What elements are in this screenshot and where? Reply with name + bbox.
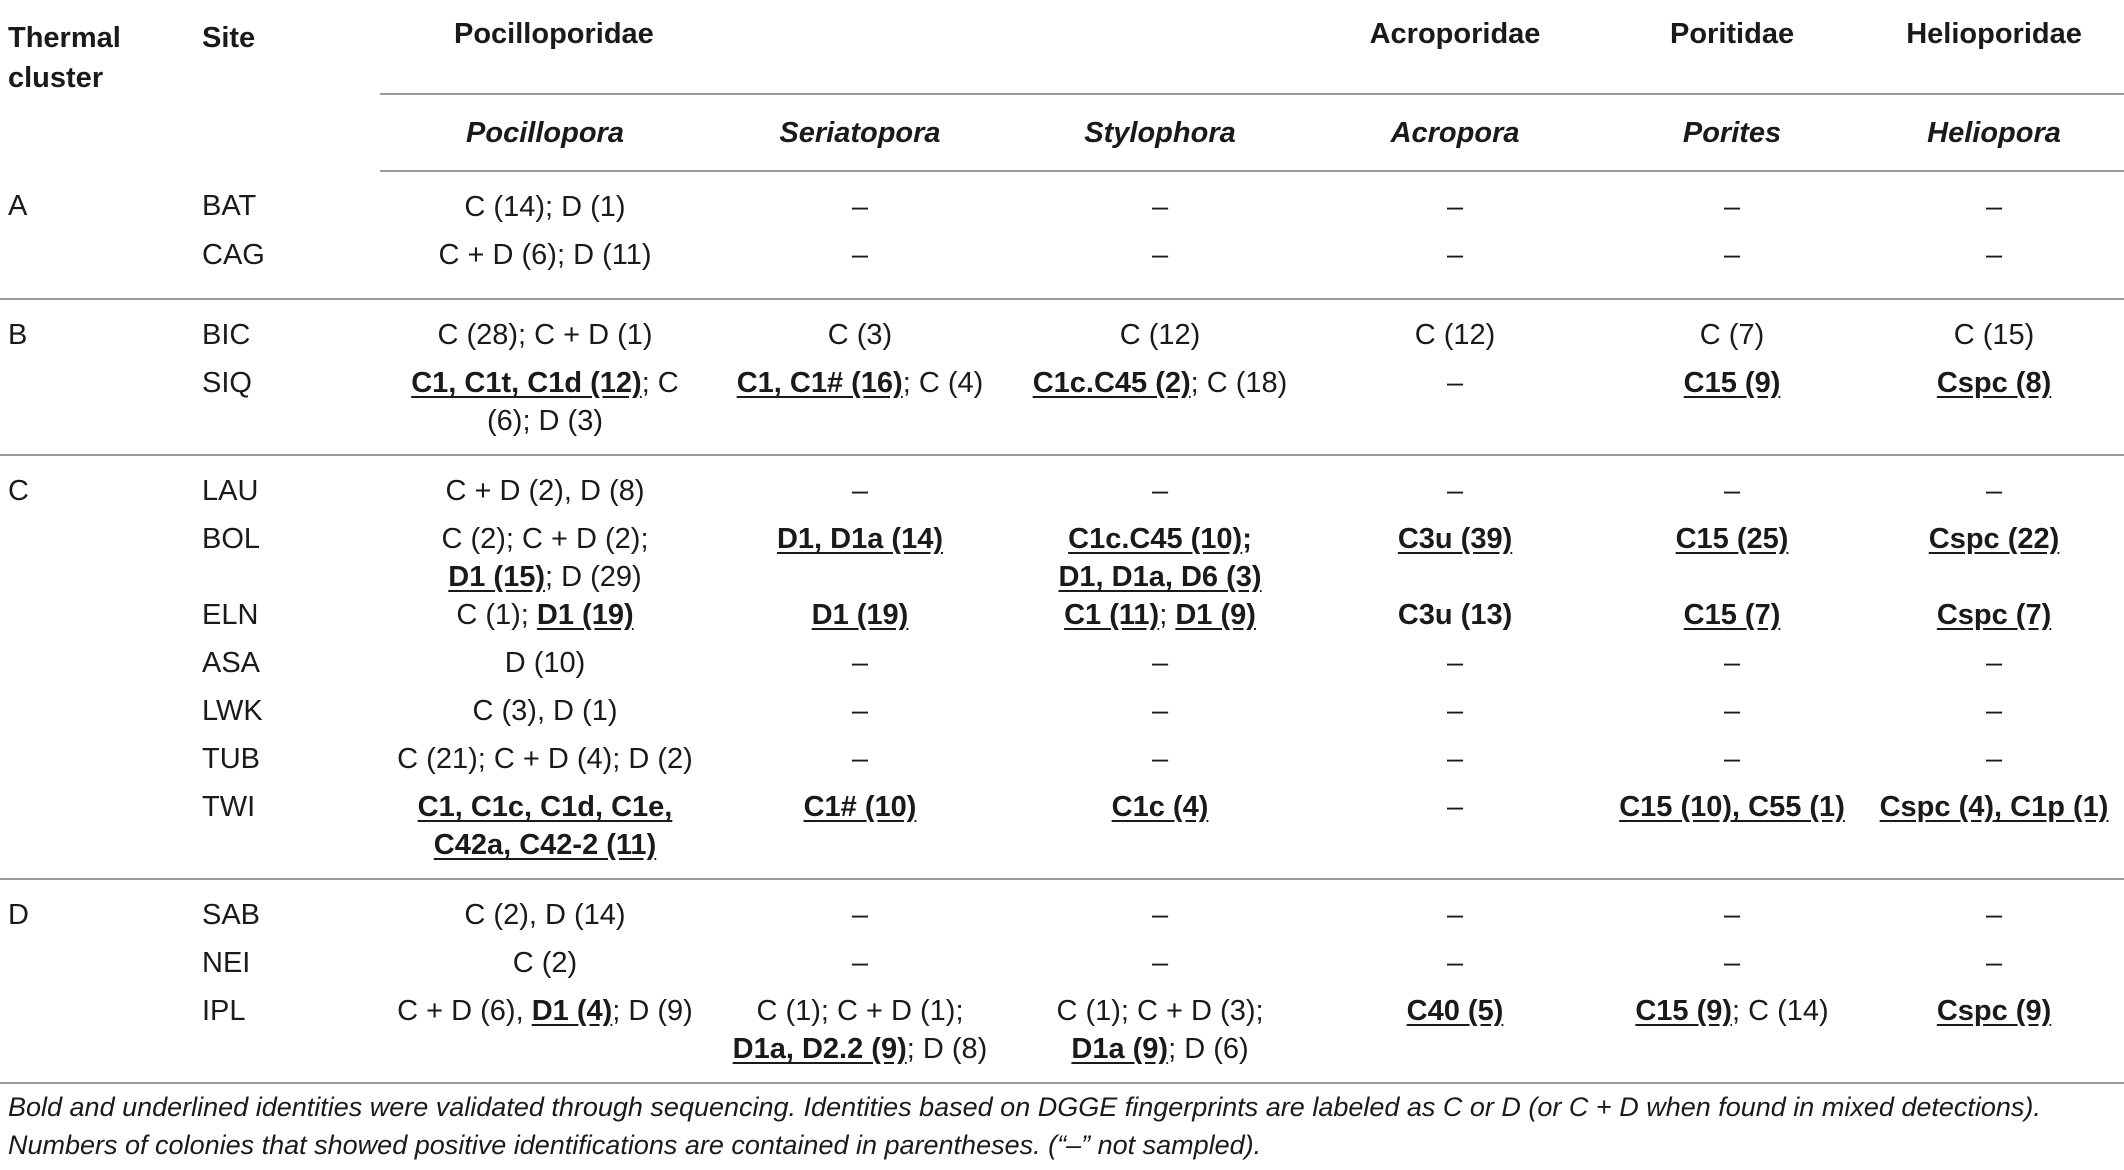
sequenced-identity: Cspc (4), C1p (1): [1879, 791, 2109, 823]
identity-cell: [710, 171, 1010, 236]
sequenced-identity: Cspc (9): [1936, 995, 2052, 1027]
identity-text: C (28); C + D (1): [437, 319, 653, 351]
identity-text: –: [1985, 647, 2003, 679]
site-cell: LAU: [190, 455, 380, 520]
identity-text: ;: [1242, 523, 1252, 555]
cluster-group: [0, 299, 2124, 455]
table-row: [0, 788, 2124, 879]
identity-cell: [380, 740, 710, 788]
cluster-cell: [0, 992, 190, 1083]
identity-text: –: [1151, 947, 1169, 979]
identity-cell: [1310, 171, 1600, 236]
identity-cell: [1600, 171, 1864, 236]
sequenced-identity: D1 (9): [1175, 599, 1256, 631]
identity-cell: [1010, 992, 1310, 1083]
identity-cell: [1010, 644, 1310, 692]
identity-cell: [380, 455, 710, 520]
identity-text: C (3): [827, 319, 893, 351]
identity-cell: [1600, 992, 1864, 1083]
identity-text: C (1); C + D (1);: [756, 995, 964, 1027]
identity-cell: [1310, 236, 1600, 299]
identity-cell: [1600, 644, 1864, 692]
identity-text: –: [1446, 647, 1464, 679]
identity-text: –: [1446, 899, 1464, 931]
header-genus-porites: Porites: [1600, 96, 1864, 171]
identity-text: C (14); D (1): [464, 191, 626, 223]
identity-cell: [380, 520, 710, 596]
sequenced-identity: D1 (19): [536, 599, 634, 631]
identity-cell: [710, 596, 1010, 644]
cluster-cell: [0, 644, 190, 692]
identity-text: –: [1723, 947, 1741, 979]
identity-cell: [1310, 944, 1600, 992]
cluster-cell: [0, 364, 190, 455]
sequenced-identity: C15 (9): [1683, 367, 1781, 399]
sequenced-identity: Cspc (7): [1936, 599, 2052, 631]
identity-text: (6); D (3): [487, 405, 603, 437]
table-row: [0, 596, 2124, 644]
identity-text: –: [1446, 475, 1464, 507]
table-row: [0, 992, 2124, 1083]
table-row: [0, 171, 2124, 236]
identity-text: –: [1985, 947, 2003, 979]
cluster-group: [0, 171, 2124, 299]
identity-text: –: [1723, 647, 1741, 679]
sequenced-identity: C1c.C45 (10): [1068, 523, 1243, 555]
identity-text: ; D (8): [906, 1033, 988, 1065]
identity-cell: [1010, 520, 1310, 596]
identity-cell: [380, 944, 710, 992]
identity-cell: [1864, 879, 2124, 944]
site-cell: ASA: [202, 647, 261, 679]
table-row: [0, 236, 2124, 299]
header-genus-seriatopora: Seriatopora: [710, 96, 1010, 171]
identity-text: –: [1446, 367, 1464, 399]
table-row: [0, 944, 2124, 992]
identity-text: C (3), D (1): [472, 695, 618, 727]
identity-text: ; D (9): [612, 995, 693, 1027]
sequenced-identity: D1 (15): [448, 561, 545, 593]
header-genus-heliopora: Heliopora: [1864, 96, 2124, 171]
identity-text: C + D (6); D (11): [438, 239, 652, 271]
identity-cell: [710, 364, 1010, 455]
table-row: [0, 364, 2124, 455]
table-row: [0, 455, 2124, 520]
identity-text: –: [1151, 647, 1169, 679]
table-row: [0, 520, 2124, 596]
identity-cell: [1600, 596, 1864, 644]
identity-text: –: [851, 647, 869, 679]
identity-cell: [1010, 596, 1310, 644]
sequenced-identity: C1, C1c, C1d, C1e,: [417, 791, 673, 823]
sequenced-identity: C3u (39): [1397, 523, 1513, 555]
sequenced-identity: C15 (9): [1635, 995, 1733, 1027]
identity-cell: [710, 644, 1010, 692]
identity-cell: [1010, 879, 1310, 944]
identity-cell: [1600, 692, 1864, 740]
identity-cell: [1600, 455, 1864, 520]
footnote-line-1: Bold and underlined identities were validated through sequencing. Identities based on DGGE fingerprints are labeled as C or D (or C + D when found in mixed detections).: [8, 1092, 2041, 1122]
identity-cell: [1864, 992, 2124, 1083]
identity-text: ; C: [641, 367, 679, 399]
header-thermal-cluster: Thermal cluster: [8, 22, 121, 94]
sequenced-identity: D1, D1a, D6 (3): [1058, 561, 1262, 593]
sequenced-identity: C15 (25): [1675, 523, 1789, 555]
table-footnote: [8, 1088, 2118, 1164]
identity-text: –: [1985, 191, 2003, 223]
identity-cell: [1310, 299, 1600, 364]
identity-cell: [1010, 364, 1310, 455]
identity-text: –: [851, 191, 869, 223]
identity-cell: [1600, 364, 1864, 455]
identity-text: ; C (18): [1190, 367, 1288, 399]
cluster-cell: [0, 520, 190, 596]
sequenced-identity: Cspc (8): [1936, 367, 2052, 399]
identity-text: C (1);: [456, 599, 537, 631]
identity-cell: [1600, 236, 1864, 299]
sequenced-identity: D1a (9): [1071, 1033, 1169, 1065]
identity-cell: [1864, 171, 2124, 236]
identity-cell: [710, 520, 1010, 596]
identity-text: ; C (4): [902, 367, 984, 399]
table-header: [0, 0, 2124, 171]
identity-cell: [380, 299, 710, 364]
identity-text: –: [1985, 743, 2003, 775]
identity-cell: [710, 740, 1010, 788]
identity-cell: [1310, 596, 1600, 644]
identity-cell: [1864, 692, 2124, 740]
cluster-cell: [0, 740, 190, 788]
cluster-cell: B: [0, 299, 190, 364]
identity-cell: [380, 879, 710, 944]
identity-cell: [1310, 992, 1600, 1083]
identity-cell: [380, 236, 710, 299]
identity-cell: [710, 299, 1010, 364]
cluster-cell: [0, 236, 190, 299]
identity-text: ;: [1159, 599, 1176, 631]
sequenced-identity: C15 (10), C55 (1): [1619, 791, 1845, 823]
table-row: [0, 299, 2124, 364]
identity-text: –: [1985, 899, 2003, 931]
sequenced-identity: D1 (19): [811, 599, 909, 631]
identity-cell: [1010, 236, 1310, 299]
site-cell: NEI: [202, 947, 251, 979]
cluster-group: [0, 879, 2124, 1083]
sequenced-identity: C1c.C45 (2): [1032, 367, 1191, 399]
identity-text: –: [1446, 191, 1464, 223]
identity-text: –: [1151, 899, 1169, 931]
identity-text: –: [1151, 475, 1169, 507]
identity-cell: [1864, 236, 2124, 299]
identity-cell: [380, 992, 710, 1083]
site-cell: IPL: [190, 992, 380, 1083]
identity-cell: [1864, 788, 2124, 879]
identity-text: –: [1723, 743, 1741, 775]
identity-cell: [1010, 788, 1310, 879]
sequenced-identity: C40 (5): [1406, 995, 1504, 1027]
identity-text: –: [1151, 743, 1169, 775]
site-cell: BOL: [202, 523, 261, 555]
identity-cell: [1600, 788, 1864, 879]
site-cell: BAT: [202, 190, 257, 222]
identity-text: –: [1723, 475, 1741, 507]
identity-cell: [380, 171, 710, 236]
identity-text: D (10): [504, 647, 586, 679]
sequenced-identity: D1a, D2.2 (9): [732, 1033, 907, 1065]
identity-text: –: [851, 695, 869, 727]
identity-text: C (2), D (14): [464, 899, 626, 931]
identity-text: –: [1446, 239, 1464, 271]
identity-text: C (15): [1953, 319, 2035, 351]
identity-cell: [710, 879, 1010, 944]
identity-text: C3u (13): [1397, 599, 1513, 631]
header-genus-acropora: Acropora: [1310, 96, 1600, 171]
identity-text: C (2): [512, 947, 578, 979]
identity-cell: [380, 692, 710, 740]
sequenced-identity: D1, D1a (14): [776, 523, 943, 555]
cluster-cell: [0, 596, 190, 644]
cluster-cell: A: [8, 190, 28, 222]
identity-text: –: [1723, 695, 1741, 727]
header-family-pocilloporidae: Pocilloporidae: [454, 18, 654, 50]
identity-cell: [1310, 879, 1600, 944]
identity-text: –: [1151, 695, 1169, 727]
identity-text: –: [1723, 239, 1741, 271]
identity-text: C + D (6),: [397, 995, 532, 1027]
identity-cell: [380, 788, 710, 879]
identity-cell: [1310, 455, 1600, 520]
identity-cell: [1864, 644, 2124, 692]
identity-cell: [380, 644, 710, 692]
table-row: [0, 692, 2124, 740]
sequenced-identity: Cspc (22): [1928, 523, 2060, 555]
identity-text: –: [1723, 191, 1741, 223]
identity-text: –: [851, 743, 869, 775]
identity-text: ; C (14): [1732, 995, 1829, 1027]
identity-cell: [1600, 520, 1864, 596]
identity-cell: [1600, 740, 1864, 788]
identity-text: –: [1985, 239, 2003, 271]
identity-text: C (12): [1119, 319, 1201, 351]
cluster-cell: [0, 944, 190, 992]
identity-text: –: [1446, 743, 1464, 775]
identity-text: –: [1985, 695, 2003, 727]
identity-text: –: [1446, 695, 1464, 727]
identity-cell: [1010, 692, 1310, 740]
identity-cell: [710, 692, 1010, 740]
site-cell: TWI: [202, 791, 256, 823]
identity-cell: [1864, 520, 2124, 596]
sequenced-identity: C42a, C42-2 (11): [433, 829, 657, 861]
identity-cell: [1864, 364, 2124, 455]
table-row: [0, 740, 2124, 788]
header-site: Site: [202, 22, 256, 54]
header-family-acroporidae: Acroporidae: [1369, 18, 1541, 50]
identity-cell: [1010, 299, 1310, 364]
identity-cell: [710, 455, 1010, 520]
identity-cell: [1864, 944, 2124, 992]
identity-text: –: [1985, 475, 2003, 507]
identity-text: –: [851, 899, 869, 931]
identity-cell: [1600, 299, 1864, 364]
site-cell: TUB: [202, 743, 260, 775]
sequenced-identity: C1# (10): [803, 791, 917, 823]
identity-text: C + D (2), D (8): [445, 475, 645, 507]
family-divider: [380, 93, 2124, 95]
header-family-helioporidae: Helioporidae: [1906, 18, 2082, 50]
identity-text: –: [851, 239, 869, 271]
identity-cell: [1310, 364, 1600, 455]
identity-cell: [710, 944, 1010, 992]
identity-text: –: [1151, 191, 1169, 223]
identity-cell: [1864, 596, 2124, 644]
identity-cell: [1864, 299, 2124, 364]
sequenced-identity: C1, C1# (16): [736, 367, 903, 399]
site-cell: SAB: [190, 879, 380, 944]
identity-cell: [1310, 692, 1600, 740]
sequenced-identity: C15 (7): [1683, 599, 1781, 631]
site-cell: ELN: [202, 599, 259, 631]
identity-cell: [1310, 644, 1600, 692]
cluster-cell: [0, 692, 190, 740]
identity-cell: [1600, 879, 1864, 944]
identity-text: –: [1151, 239, 1169, 271]
identity-cell: [710, 992, 1010, 1083]
site-cell: LWK: [202, 695, 263, 727]
table-row: [0, 879, 2124, 944]
sequenced-identity: D1 (4): [531, 995, 613, 1027]
site-cell: SIQ: [202, 367, 252, 399]
identity-cell: [1310, 788, 1600, 879]
sequenced-identity: C1, C1t, C1d (12): [411, 367, 642, 399]
header-genus-stylophora: Stylophora: [1010, 96, 1310, 171]
table-row: [0, 644, 2124, 692]
identity-cell: [1864, 455, 2124, 520]
identity-cell: [1010, 944, 1310, 992]
site-cell: CAG: [202, 239, 265, 271]
site-cell: BIC: [190, 299, 380, 364]
identity-text: ; D (29): [545, 561, 642, 593]
identity-text: C (7): [1699, 319, 1765, 351]
identity-cell: [380, 596, 710, 644]
cluster-cell: C: [0, 455, 190, 520]
cluster-group: [0, 455, 2124, 879]
identity-text: ; D (6): [1168, 1033, 1249, 1065]
identity-text: –: [1446, 947, 1464, 979]
identity-text: C (12): [1414, 319, 1496, 351]
cluster-cell: [0, 788, 190, 879]
identity-cell: [1010, 455, 1310, 520]
identity-text: –: [1446, 791, 1464, 823]
identity-cell: [380, 364, 710, 455]
header-family-poritidae: Poritidae: [1669, 18, 1795, 50]
identity-text: C (21); C + D (4); D (2): [397, 743, 693, 775]
footnote-line-2: Numbers of colonies that showed positive identifications are contained in parentheses. (“–” not sampled).: [8, 1130, 1262, 1160]
identity-text: C (1); C + D (3);: [1056, 995, 1264, 1027]
header-genus-pocillopora: Pocillopora: [380, 96, 710, 171]
identity-text: –: [851, 475, 869, 507]
identity-cell: [1864, 740, 2124, 788]
sequenced-identity: C1c (4): [1111, 791, 1209, 823]
identity-cell: [710, 236, 1010, 299]
identity-text: –: [1723, 899, 1741, 931]
identity-cell: [1310, 740, 1600, 788]
identity-text: C (2); C + D (2);: [441, 523, 649, 555]
identity-text: –: [851, 947, 869, 979]
identity-cell: [1310, 520, 1600, 596]
sequenced-identity: C1 (11): [1064, 599, 1160, 631]
identity-cell: [1010, 740, 1310, 788]
cluster-cell: D: [0, 879, 190, 944]
identity-cell: [1010, 171, 1310, 236]
identity-cell: [710, 788, 1010, 879]
identity-cell: [1600, 944, 1864, 992]
